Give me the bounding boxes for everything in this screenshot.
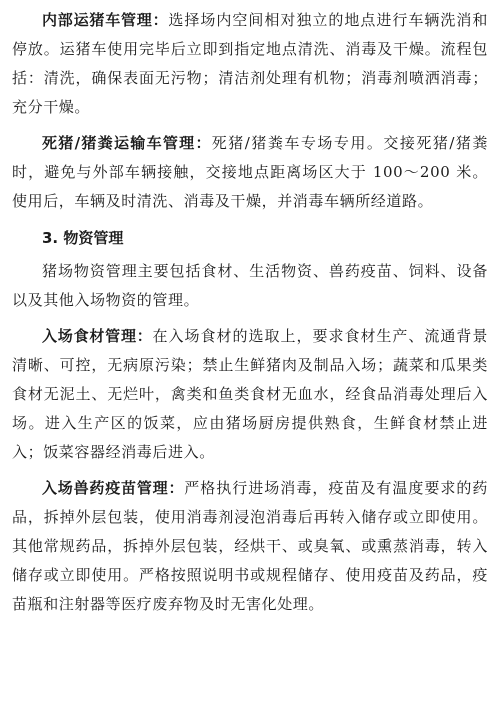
paragraph-body-internal-pig-transport: 选择场内空间相对独立的地点进行车辆洗消和停放。运猪车使用完毕后立即到指定地点清洗、消毒及干燥。流程包括：清洗，确保表面无污物；清洁剂处理有机物；消毒剂喷洒消毒；充分干燥。 bbox=[12, 11, 488, 116]
paragraph-materials-overview bbox=[12, 257, 488, 315]
paragraph-body-food-intake: 在入场食材的选取上，要求食材生产、流通背景清晰、可控，无病原污染；禁止生鲜猪肉及制品入场；蔬菜和瓜果类食材无泥土、无烂叶，禽类和鱼类食材无血水，经食品消毒处理后入场。进入生产区的饭菜，应由猪场厨房提供熟食，生鲜食材禁止进入；饭菜容器经消毒后进入。 bbox=[12, 327, 488, 461]
paragraph-food-intake bbox=[12, 322, 488, 467]
paragraph-lead-food-intake: 入场食材管理： bbox=[42, 327, 153, 345]
paragraph-lead-dead-pig-manure-vehicle: 死猪/猪粪运输车管理： bbox=[42, 134, 212, 152]
section-heading-materials: 3. 物资管理 bbox=[42, 229, 124, 247]
paragraph-lead-vet-drugs-vaccines: 入场兽药疫苗管理： bbox=[42, 479, 185, 497]
paragraph-dead-pig-manure-vehicle bbox=[12, 129, 488, 216]
paragraph-body-materials-overview: 猪场物资管理主要包括食材、生活物资、兽药疫苗、饲料、设备以及其他入场物资的管理。 bbox=[12, 262, 488, 309]
paragraph-vet-drugs-vaccines bbox=[12, 474, 488, 619]
paragraph-body-dead-pig-manure-vehicle: 死猪/猪粪车专场专用。交接死猪/猪粪时，避免与外部车辆接触，交接地点距离场区大于 100～200 米。使用后，车辆及时清洗、消毒及干燥，并消毒车辆所经道路。 bbox=[12, 134, 488, 210]
paragraph-internal-pig-transport bbox=[12, 6, 488, 122]
paragraph-body-vet-drugs-vaccines: 严格执行进场消毒，疫苗及有温度要求的药品，拆掉外层包装，使用消毒剂浸泡消毒后再转入储存或立即使用。其他常规药品，拆掉外层包装，经烘干、或臭氧、或熏蒸消毒，转入储存或立即使用。严格按照说明书或规程储存、使用疫苗及药品，疫苗瓶和注射器等医疗废弃物及时无害化处理。 bbox=[12, 479, 488, 613]
paragraph-lead-internal-pig-transport: 内部运猪车管理： bbox=[42, 11, 169, 29]
